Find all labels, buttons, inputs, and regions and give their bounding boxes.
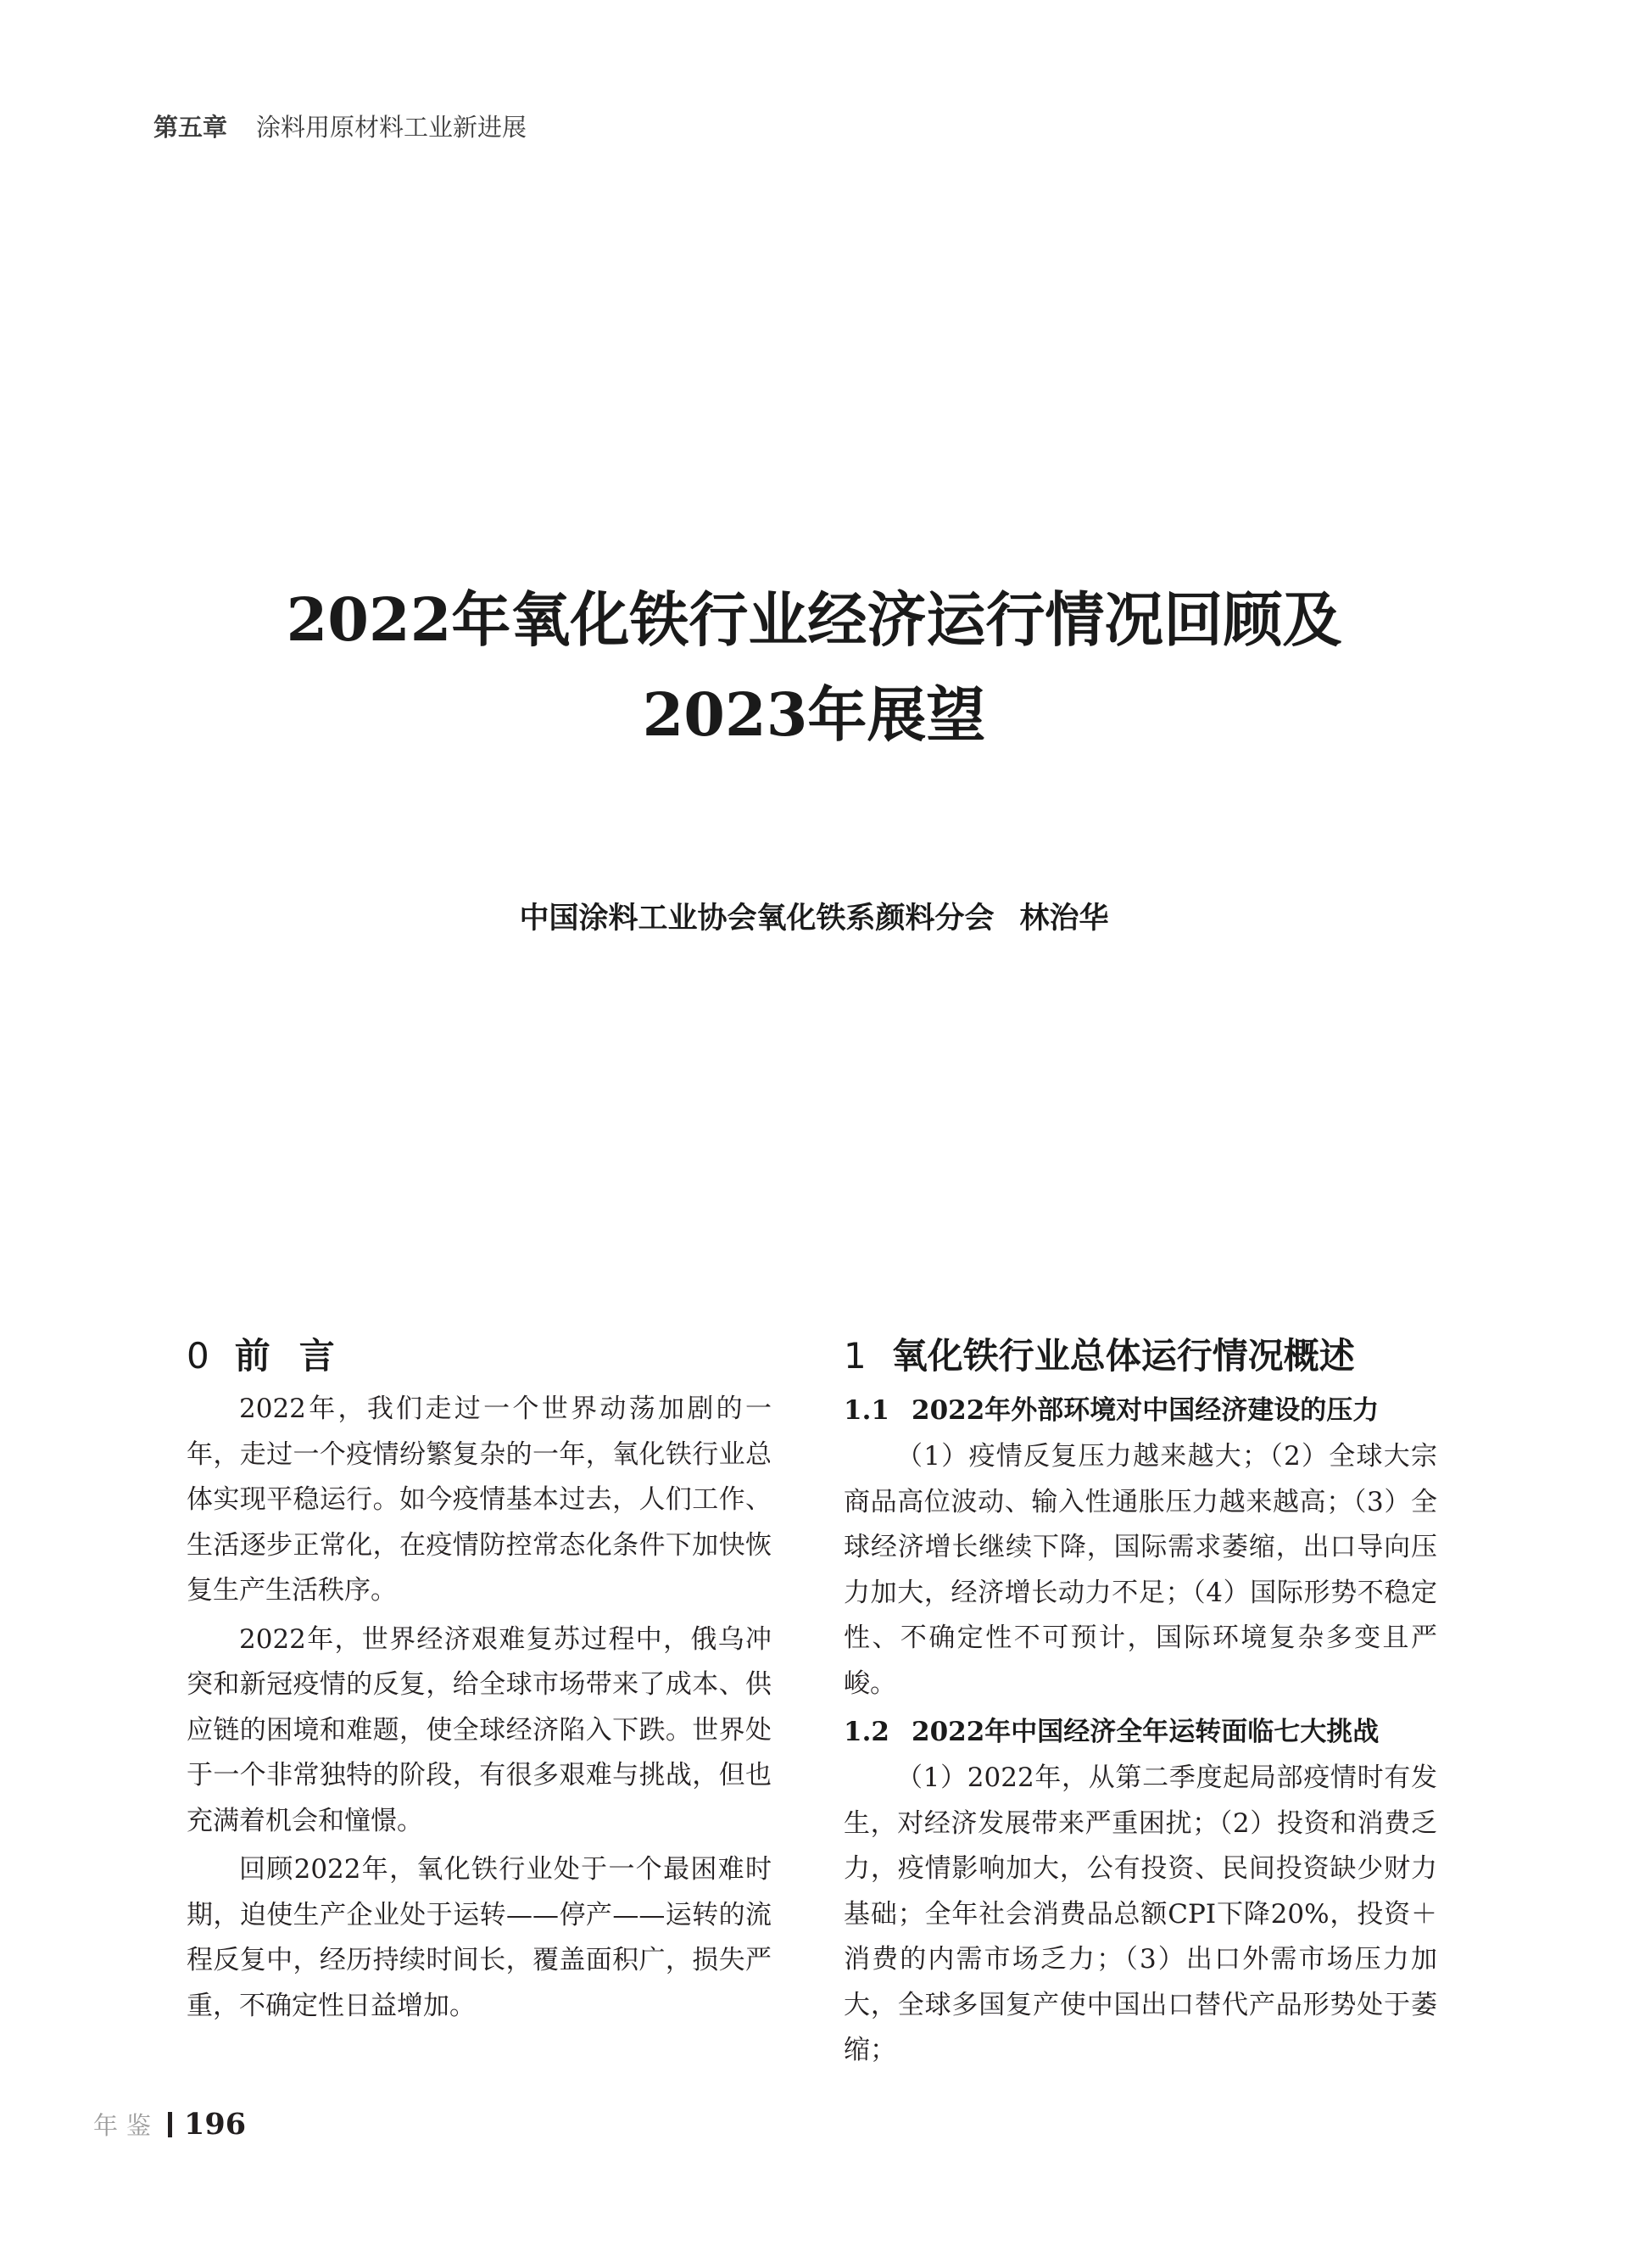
section-heading-preface [187,1327,772,1385]
body-paragraph: 2022年，我们走过一个世界动荡加剧的一年，走过一个疫情纷繁复杂的一年，氧化铁行业总体实现平稳运行。如今疫情基本过去，人们工作、生活逐步正常化，在疫情防控常态化条件下加快恢复生产生活秩序。 [187,1394,772,1606]
body-paragraph: 2022年，世界经济艰难复苏过程中，俄乌冲突和新冠疫情的反复，给全球市场带来了成本、供应链的困境和难题，使全球经济陷入下跌。世界处于一个非常独特的阶段，有很多艰难与挑战，但也充满着机会和憧憬。 [187,1623,772,1836]
body-paragraph: 回顾2022年，氧化铁行业处于一个最困难时期，迫使生产企业处于运转——停产——运转的流程反复中，经历持续时间长，覆盖面积广，损失严重，不确定性日益增加。 [187,1854,772,2021]
subsection-number: 1.2 [844,1717,889,1747]
subsection-number: 1.1 [844,1395,889,1426]
author-affiliation: 中国涂料工业协会氧化铁系颜料分会 [519,902,995,936]
author-name: 林治华 [1019,902,1109,936]
section-number: 1 [844,1335,867,1377]
article-title [0,573,1628,763]
subsection-heading-1-2 [844,1710,1437,1754]
byline [0,895,1628,937]
chapter-title: 涂料用原材料工业新进展 [256,113,527,142]
section-heading-overview [844,1327,1437,1385]
page-number: 196 [184,2107,247,2142]
chapter-label: 第五章 [153,113,228,142]
section-number: 0 [187,1335,209,1377]
footer-divider [168,2112,172,2137]
right-column [844,1327,1437,2077]
running-head [153,109,527,143]
subsection-heading-1-1 [844,1388,1437,1433]
book-label: 年鉴 [93,2111,160,2140]
body-paragraph: （1）疫情反复压力越来越大；（2）全球大宗商品高位波动、输入性通胀压力越来越高；（3）全球经济增长继续下降，国际需求萎缩，出口导向压力加大，经济增长动力不足；（4）国际形势不稳定性、不确定性不可预计，国际环境复杂多变且严峻。 [844,1441,1437,1699]
section-label: 前言 [234,1335,364,1377]
subsection-label: 2022年外部环境对中国经济建设的压力 [912,1395,1380,1426]
page-footer [93,2107,246,2142]
article-title-line-1: 2022年氧化铁行业经济运行情况回顾及 [286,584,1342,655]
subsection-label: 2022年中国经济全年运转面临七大挑战 [912,1717,1380,1747]
body-paragraph: （1）2022年，从第二季度起局部疫情时有发生，对经济发展带来严重困扰；（2）投资和消费乏力，疫情影响加大，公有投资、民间投资缺少财力基础；全年社会消费品总额CPI下降20%，投资＋消费的内需市场乏力；（3）出口外需市场压力加大，全球多国复产使中国出口替代产品形势处于萎缩； [844,1762,1437,2065]
article-title-line-2: 2023年展望 [642,679,986,750]
left-column [187,1327,772,2032]
section-label: 氧化铁行业总体运行情况概述 [891,1335,1355,1377]
